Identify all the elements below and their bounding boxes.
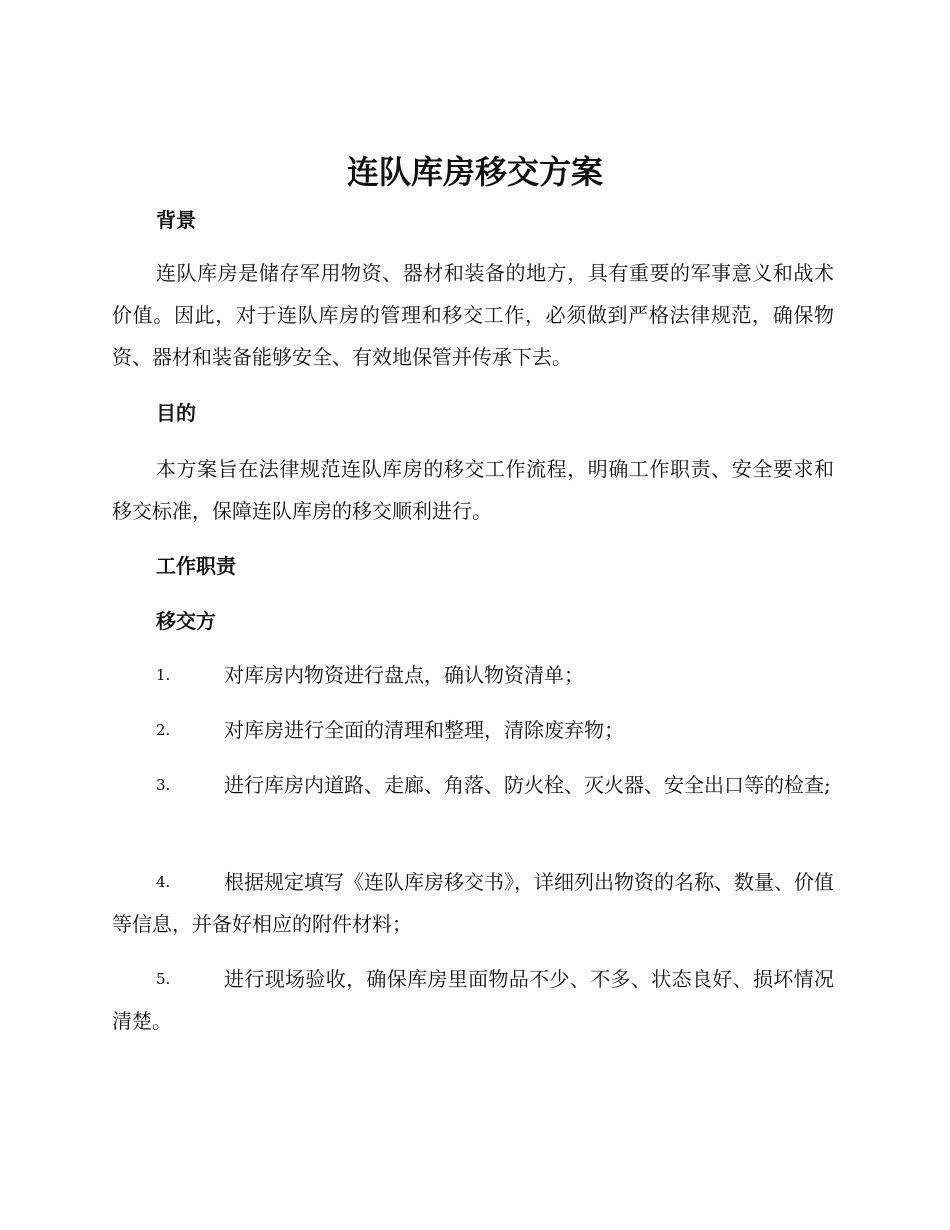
- heading-background: 背景: [156, 208, 196, 232]
- list-item-text: 对库房内物资进行盘点，确认物资清单；: [224, 663, 584, 687]
- list-item-number: 2.: [156, 721, 171, 739]
- list-item-text: 进行现场验收，确保库房里面物品不少、不多、状态良好、损坏情况清楚。: [112, 967, 834, 1033]
- list-item: [112, 958, 834, 1042]
- list-item-number: 5.: [156, 970, 171, 988]
- paragraph-background: 连队库房是储存军用物资、器材和装备的地方，具有重要的军事意义和战术价值。因此，对于连队库房的管理和移交工作，必须做到严格法律规范，确保物资、器材和装备能够安全、有效地保管并传承下去。: [112, 261, 834, 369]
- heading-duties: 工作职责: [156, 554, 236, 578]
- list-item-text: 对库房进行全面的清理和整理，清除废弃物；: [224, 718, 624, 742]
- list-item-number: 1.: [156, 666, 171, 684]
- list-item-number: 3.: [156, 776, 171, 794]
- list-item-number: 4.: [156, 873, 171, 891]
- list-item-text: 根据规定填写《连队库房移交书》，详细列出物资的名称、数量、价值等信息，并备好相应的附件材料；: [112, 870, 834, 936]
- document-title: 连队库房移交方案: [346, 153, 603, 191]
- heading-purpose: 目的: [156, 401, 196, 425]
- list-item: [112, 709, 834, 751]
- list-item: [112, 764, 834, 806]
- list-item: [112, 861, 834, 945]
- list-item-text: 进行库房内道路、走廊、角落、防火栓、灭火器、安全出口等的检查;: [224, 773, 831, 797]
- list-item: [112, 654, 834, 696]
- paragraph-purpose: 本方案旨在法律规范连队库房的移交工作流程，明确工作职责、安全要求和移交标准，保障连队库房的移交顺利进行。: [112, 457, 834, 523]
- subheading-transferor: 移交方: [156, 609, 216, 633]
